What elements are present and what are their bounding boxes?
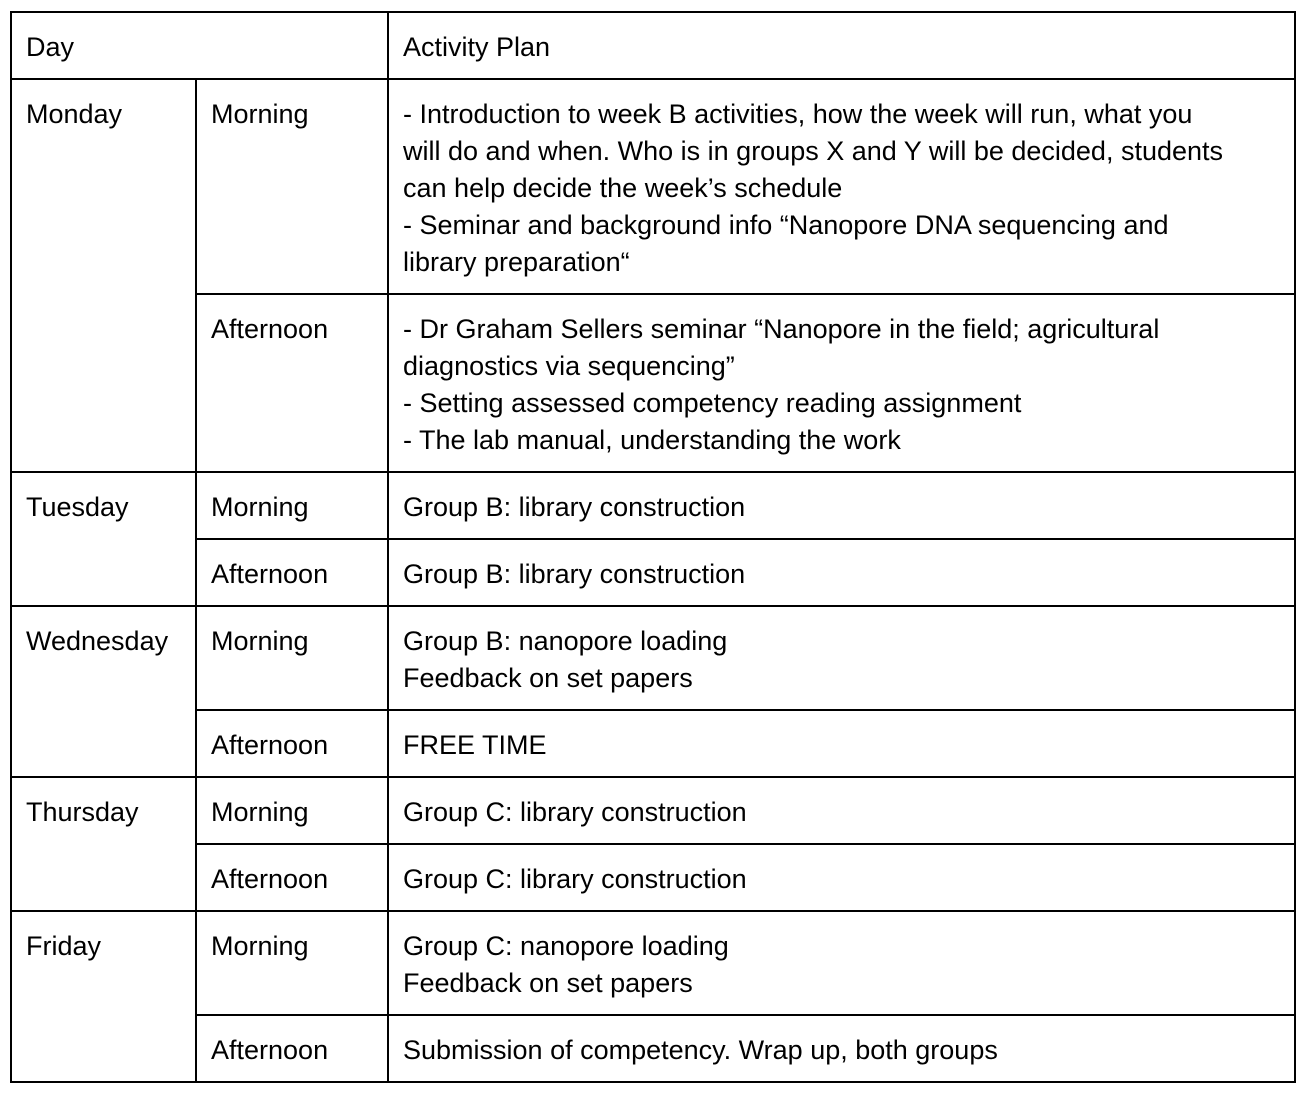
session-cell: Morning: [196, 606, 388, 710]
activity-cell: [388, 1015, 1295, 1082]
session-cell: Afternoon: [196, 844, 388, 911]
table-row: [11, 844, 1295, 911]
activity-line: - Seminar and background info “Nanopore DNA sequencing and: [403, 210, 1169, 240]
activity-cell: [388, 606, 1295, 710]
activity-cell: [388, 294, 1295, 472]
activity-cell: [388, 79, 1295, 294]
activity-line: - Dr Graham Sellers seminar “Nanopore in the field; agricultural: [403, 314, 1160, 344]
table-row: [11, 1015, 1295, 1082]
activity-line: Group C: library construction: [403, 864, 747, 894]
header-day: Day: [11, 12, 388, 79]
table-row: [11, 79, 1295, 294]
session-cell: Morning: [196, 79, 388, 294]
activity-schedule-table: [10, 11, 1296, 1083]
table-row: [11, 294, 1295, 472]
activity-line: diagnostics via sequencing”: [403, 351, 735, 381]
activity-cell: [388, 539, 1295, 606]
activity-line: Feedback on set papers: [403, 968, 693, 998]
activity-line: FREE TIME: [403, 730, 547, 760]
activity-line: Feedback on set papers: [403, 663, 693, 693]
table-row: [11, 539, 1295, 606]
activity-cell: [388, 777, 1295, 844]
session-cell: Afternoon: [196, 539, 388, 606]
activity-cell: [388, 844, 1295, 911]
activity-line: can help decide the week’s schedule: [403, 173, 843, 203]
header-activity-plan: Activity Plan: [388, 12, 1295, 79]
activity-line: library preparation“: [403, 247, 630, 277]
table-row: [11, 710, 1295, 777]
session-cell: Morning: [196, 777, 388, 844]
table-row: [11, 777, 1295, 844]
activity-line: Group B: nanopore loading: [403, 626, 728, 656]
day-cell-tuesday: Tuesday: [11, 472, 196, 606]
activity-line: Group C: nanopore loading: [403, 931, 729, 961]
activity-line: - Introduction to week B activities, how the week will run, what you: [403, 99, 1193, 129]
session-cell: Afternoon: [196, 294, 388, 472]
session-cell: Morning: [196, 472, 388, 539]
activity-line: Submission of competency. Wrap up, both groups: [403, 1035, 998, 1065]
activity-cell: [388, 472, 1295, 539]
activity-line: - Setting assessed competency reading assignment: [403, 388, 1022, 418]
activity-line: Group B: library construction: [403, 492, 746, 522]
day-cell-thursday: Thursday: [11, 777, 196, 911]
activity-line: Group C: library construction: [403, 797, 747, 827]
activity-line: will do and when. Who is in groups X and Y will be decided, students: [403, 136, 1224, 166]
day-cell-wednesday: Wednesday: [11, 606, 196, 777]
day-cell-monday: Monday: [11, 79, 196, 472]
table-row: [11, 911, 1295, 1015]
session-cell: Afternoon: [196, 710, 388, 777]
activity-line: - The lab manual, understanding the work: [403, 425, 901, 455]
activity-line: Group B: library construction: [403, 559, 746, 589]
day-cell-friday: Friday: [11, 911, 196, 1082]
activity-cell: [388, 710, 1295, 777]
activity-cell: [388, 911, 1295, 1015]
table-header-row: [11, 12, 1295, 79]
session-cell: Morning: [196, 911, 388, 1015]
table-row: [11, 472, 1295, 539]
session-cell: Afternoon: [196, 1015, 388, 1082]
table-row: [11, 606, 1295, 710]
